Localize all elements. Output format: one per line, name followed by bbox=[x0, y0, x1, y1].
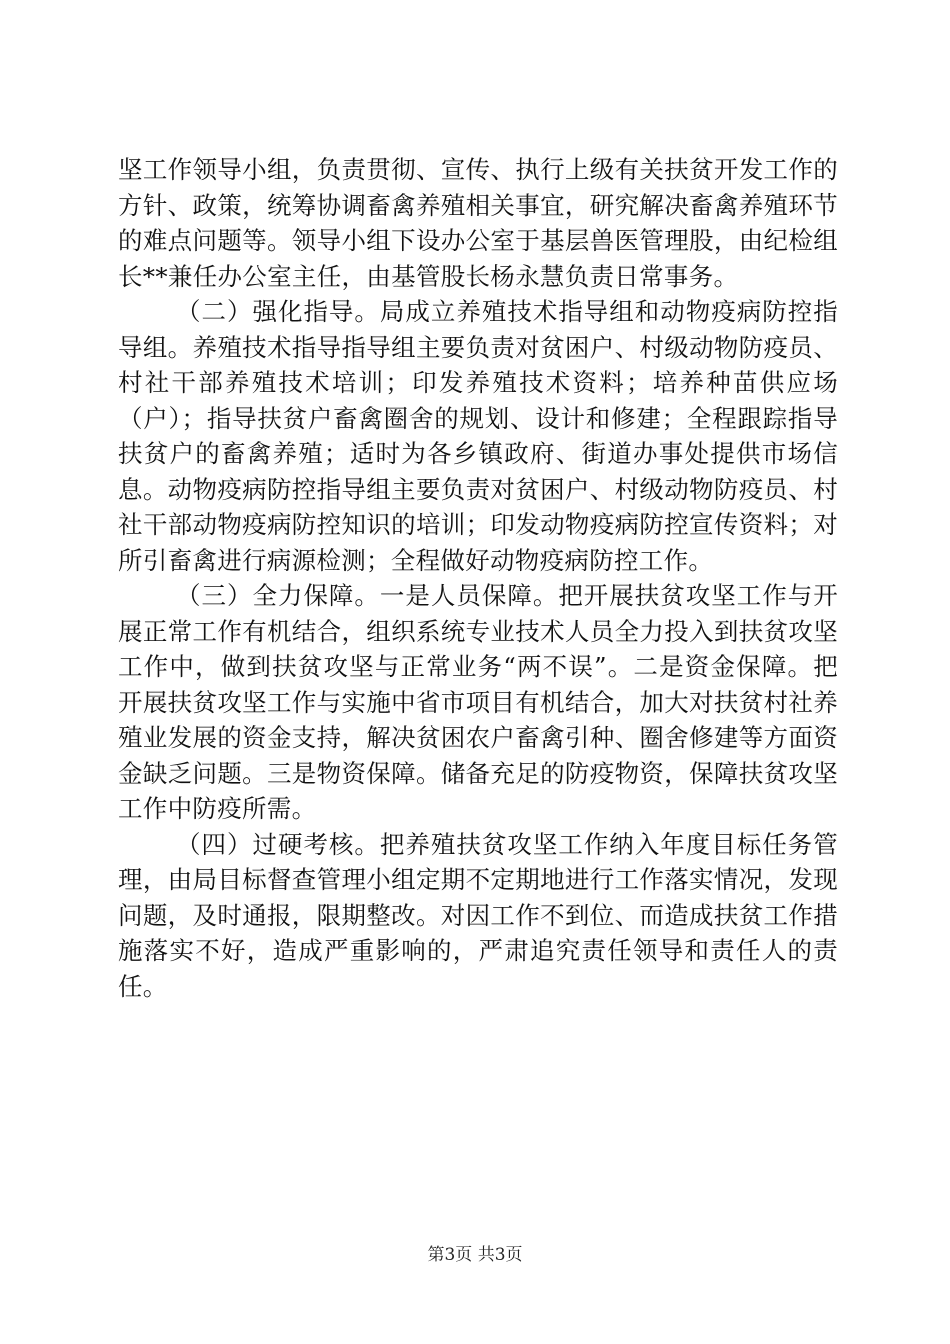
paragraph-continuation: 坚工作领导小组，负责贯彻、宣传、执行上级有关扶贫开发工作的方针、政策，统筹协调畜禽养殖相关事宜，研究解决畜禽养殖环节的难点问题等。领导小组下设办公室于基层兽医管理股，由纪检组长**兼任办公室主任，由基管股长杨永慧负责日常事务。 bbox=[118, 155, 838, 291]
paragraph-strengthen-guidance: （二）强化指导。局成立养殖技术指导组和动物疫病防控指导组。养殖技术指导指导组主要负责对贫困户、村级动物防疫员、村社干部养殖技术培训；印发养殖技术资料；培养种苗供应场（户）；指导扶贫户畜禽圈舍的规划、设计和修建；全程跟踪指导扶贫户的畜禽养殖；适时为各乡镇政府、街道办事处提供市场信息。动物疫病防控指导组主要负责对贫困户、村级动物防疫员、村社干部动物疫病防控知识的培训；印发动物疫病防控宣传资料；对所引畜禽进行病源检测；全程做好动物疫病防控工作。 bbox=[118, 297, 838, 575]
paragraph-strict-assessment: （四）过硬考核。把养殖扶贫攻坚工作纳入年度目标任务管理，由局目标督查管理小组定期不定期地进行工作落实情况，发现问题，及时通报，限期整改。对因工作不到位、而造成扶贫工作措施落实不好，造成严重影响的，严肃追究责任领导和责任人的责任。 bbox=[118, 829, 838, 1001]
document-body bbox=[118, 152, 838, 1004]
page-number-footer: 第3页 共3页 bbox=[427, 1245, 523, 1265]
paragraph-full-support: （三）全力保障。一是人员保障。把开展扶贫攻坚工作与开展正常工作有机结合，组织系统专业技术人员全力投入到扶贫攻坚工作中，做到扶贫攻坚与正常业务“两不误”。二是资金保障。把开展扶贫攻坚工作与实施中省市项目有机结合，加大对扶贫村社养殖业发展的资金支持，解决贫困农户畜禽引种、圈舍修建等方面资金缺乏问题。三是物资保障。储备充足的防疫物资，保障扶贫攻坚工作中防疫所需。 bbox=[118, 581, 838, 823]
